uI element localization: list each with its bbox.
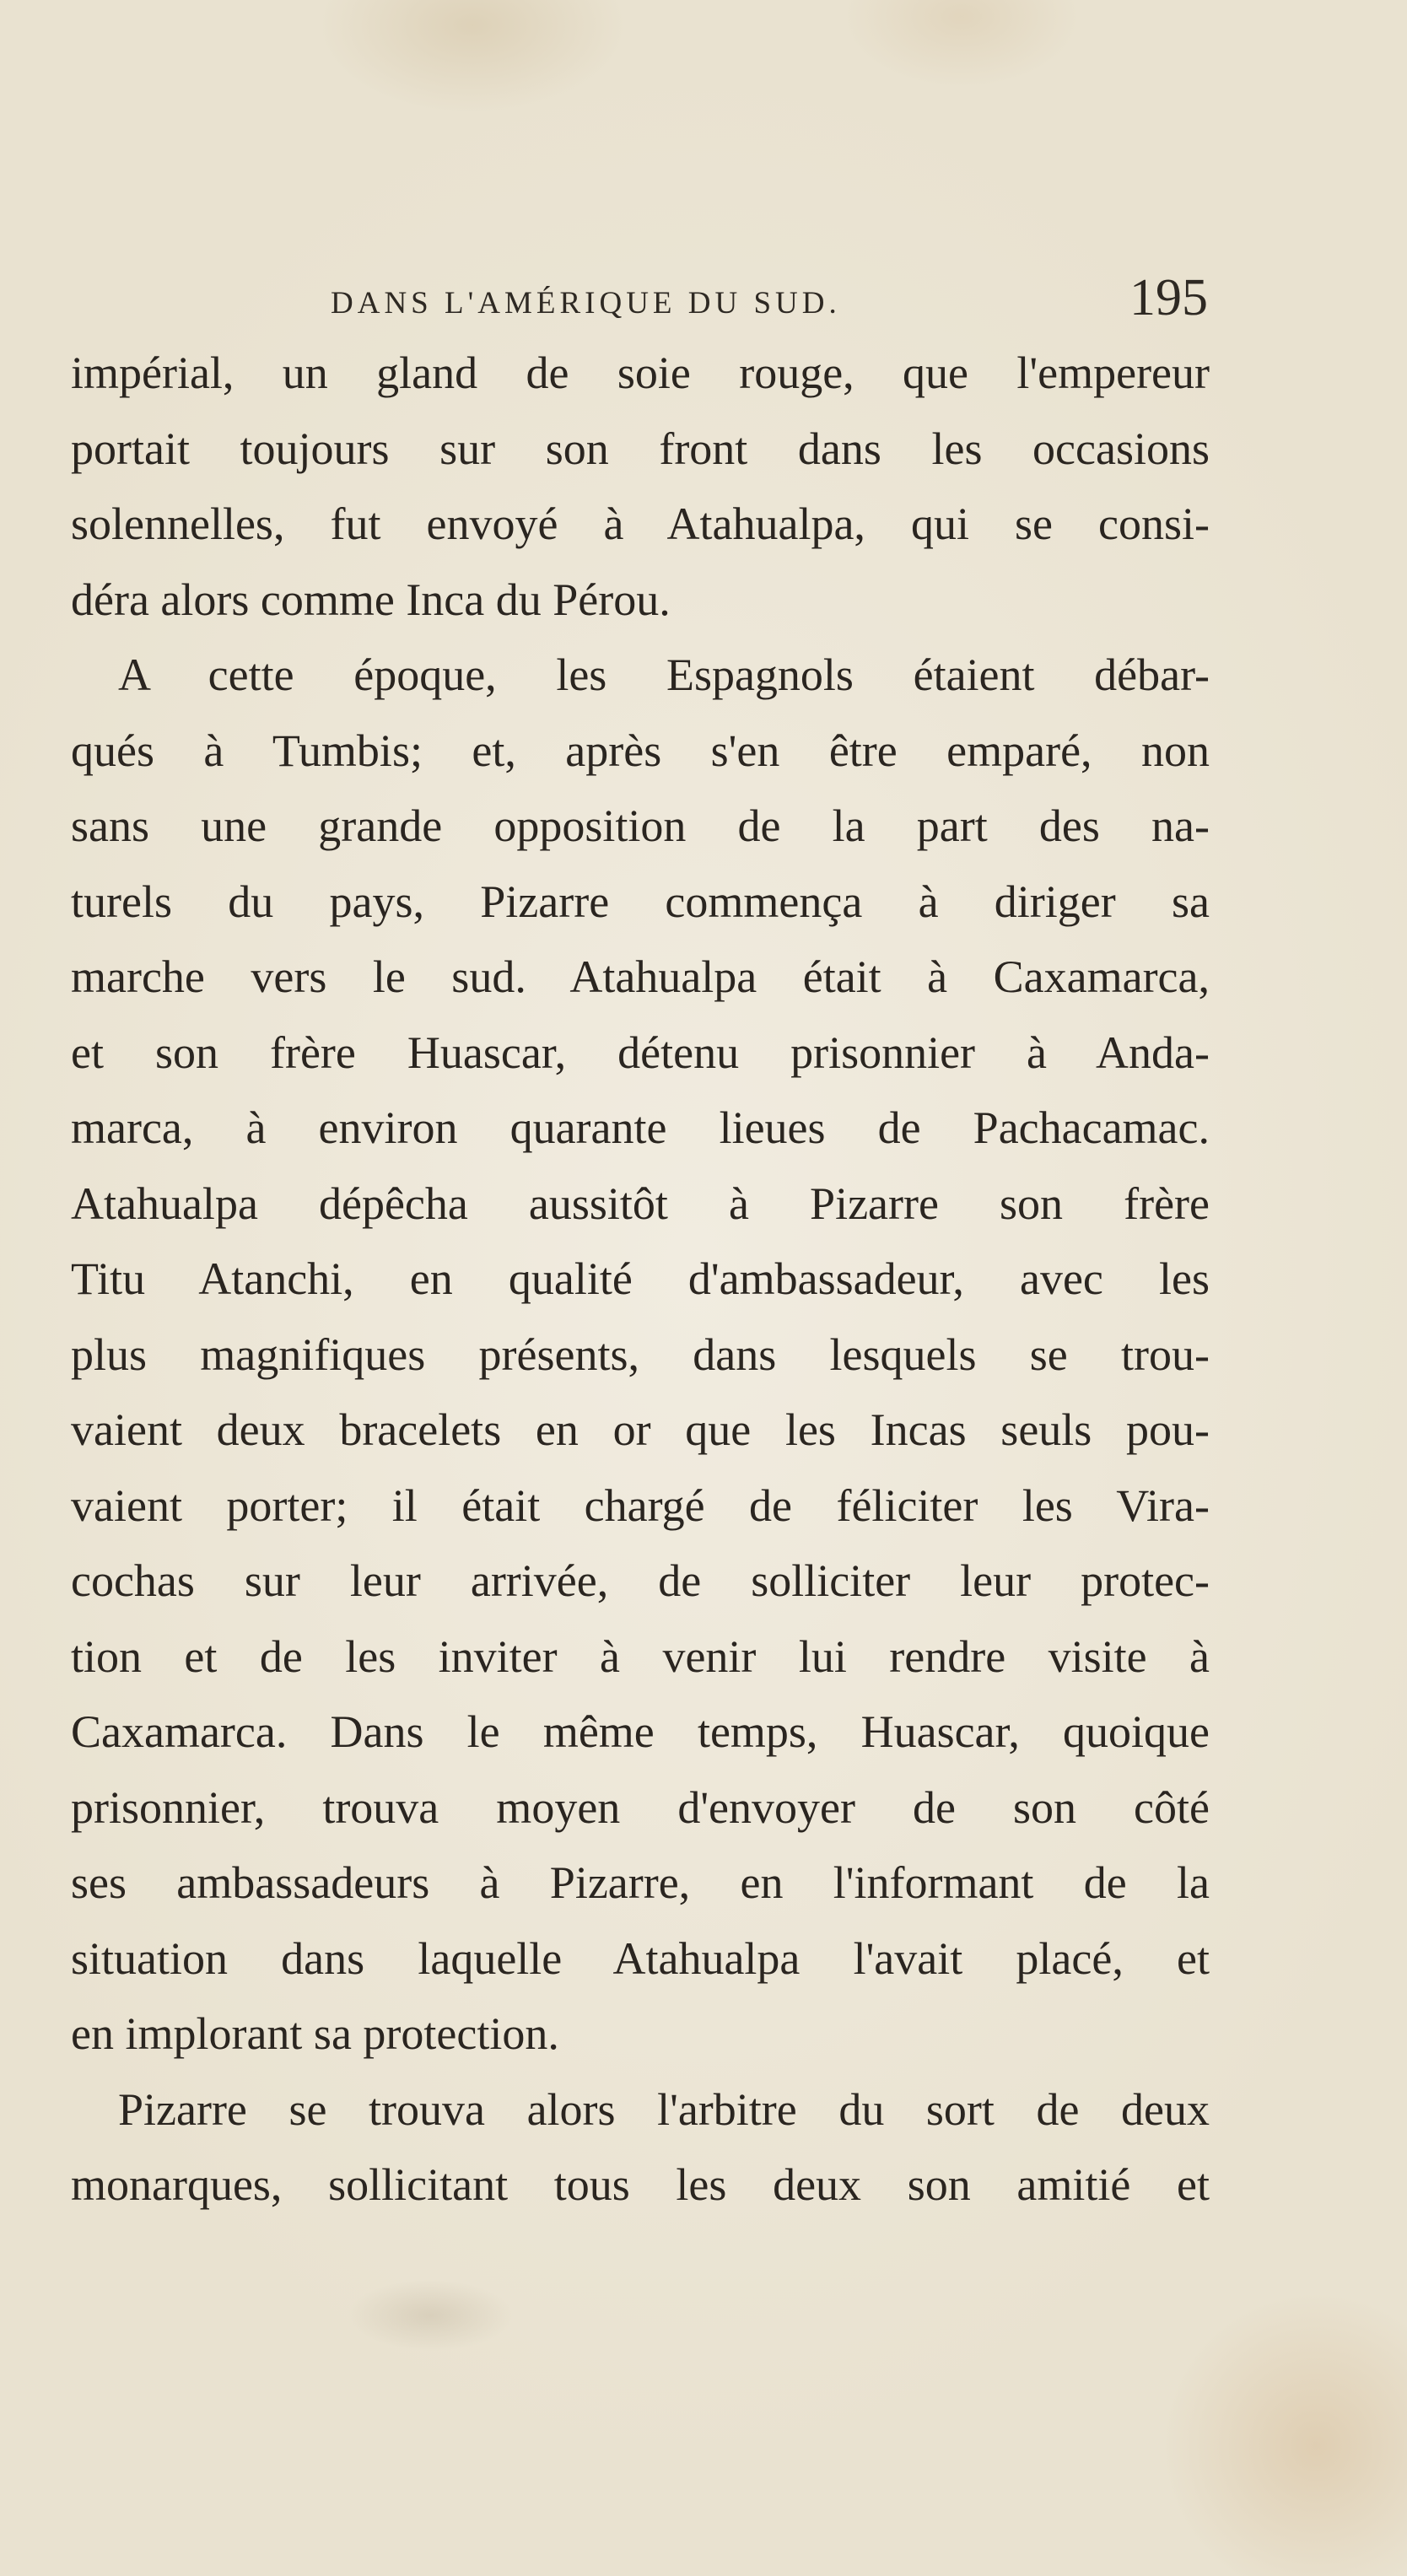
text-line: marca, à environ quarante lieues de Pachacamac. [71, 1102, 1210, 1153]
page-number: 195 [1129, 269, 1208, 326]
text-line: vaient porter; il était chargé de féliciter les Vira- [71, 1479, 1210, 1531]
text-line: en implorant sa protection. [71, 2008, 559, 2059]
text-line: monarques, sollicitant tous les deux son amitié et [71, 2159, 1210, 2210]
running-head: DANS L'AMÉRIQUE DU SUD. [331, 286, 841, 321]
text-line: sans une grande opposition de la part des na- [71, 800, 1210, 851]
text-line: A cette époque, les Espagnols étaient débar- [118, 649, 1210, 700]
text-line: impérial, un gland de soie rouge, que l'empereur [71, 348, 1210, 398]
text-line: qués à Tumbis; et, après s'en être emparé, non [71, 725, 1210, 776]
text-line: solennelles, fut envoyé à Atahualpa, qui se consi- [71, 498, 1210, 549]
text-line: et son frère Huascar, détenu prisonnier à Anda- [71, 1027, 1210, 1078]
text-line: ses ambassadeurs à Pizarre, en l'informant de la [71, 1857, 1210, 1908]
text-line: Caxamarca. Dans le même temps, Huascar, quoique [71, 1706, 1210, 1757]
text-line: Pizarre se trouva alors l'arbitre du sort de deux [118, 2083, 1210, 2135]
text-line: prisonnier, trouva moyen d'envoyer de son côté [71, 1781, 1210, 1833]
text-line: cochas sur leur arrivée, de solliciter leur protec- [71, 1555, 1210, 1606]
body-text [71, 336, 1210, 2223]
text-line: situation dans laquelle Atahualpa l'avait placé, et [71, 1932, 1210, 1984]
text-line: Titu Atanchi, en qualité d'ambassadeur, avec les [71, 1253, 1210, 1304]
text-line: déra alors comme Inca du Pérou. [71, 574, 671, 625]
text-line: turels du pays, Pizarre commença à diriger sa [71, 876, 1210, 927]
text-line: tion et de les inviter à venir lui rendre visite à [71, 1630, 1210, 1682]
page-header [331, 268, 1208, 336]
text-line: plus magnifiques présents, dans lesquels se trou- [71, 1328, 1210, 1380]
text-line: portait toujours sur son front dans les occasions [71, 423, 1210, 474]
text-line: Atahualpa dépêcha aussitôt à Pizarre son frère [71, 1178, 1210, 1229]
text-line: marche vers le sud. Atahualpa était à Caxamarca, [71, 951, 1210, 1002]
text-line: vaient deux bracelets en or que les Incas seuls pou- [71, 1404, 1210, 1455]
